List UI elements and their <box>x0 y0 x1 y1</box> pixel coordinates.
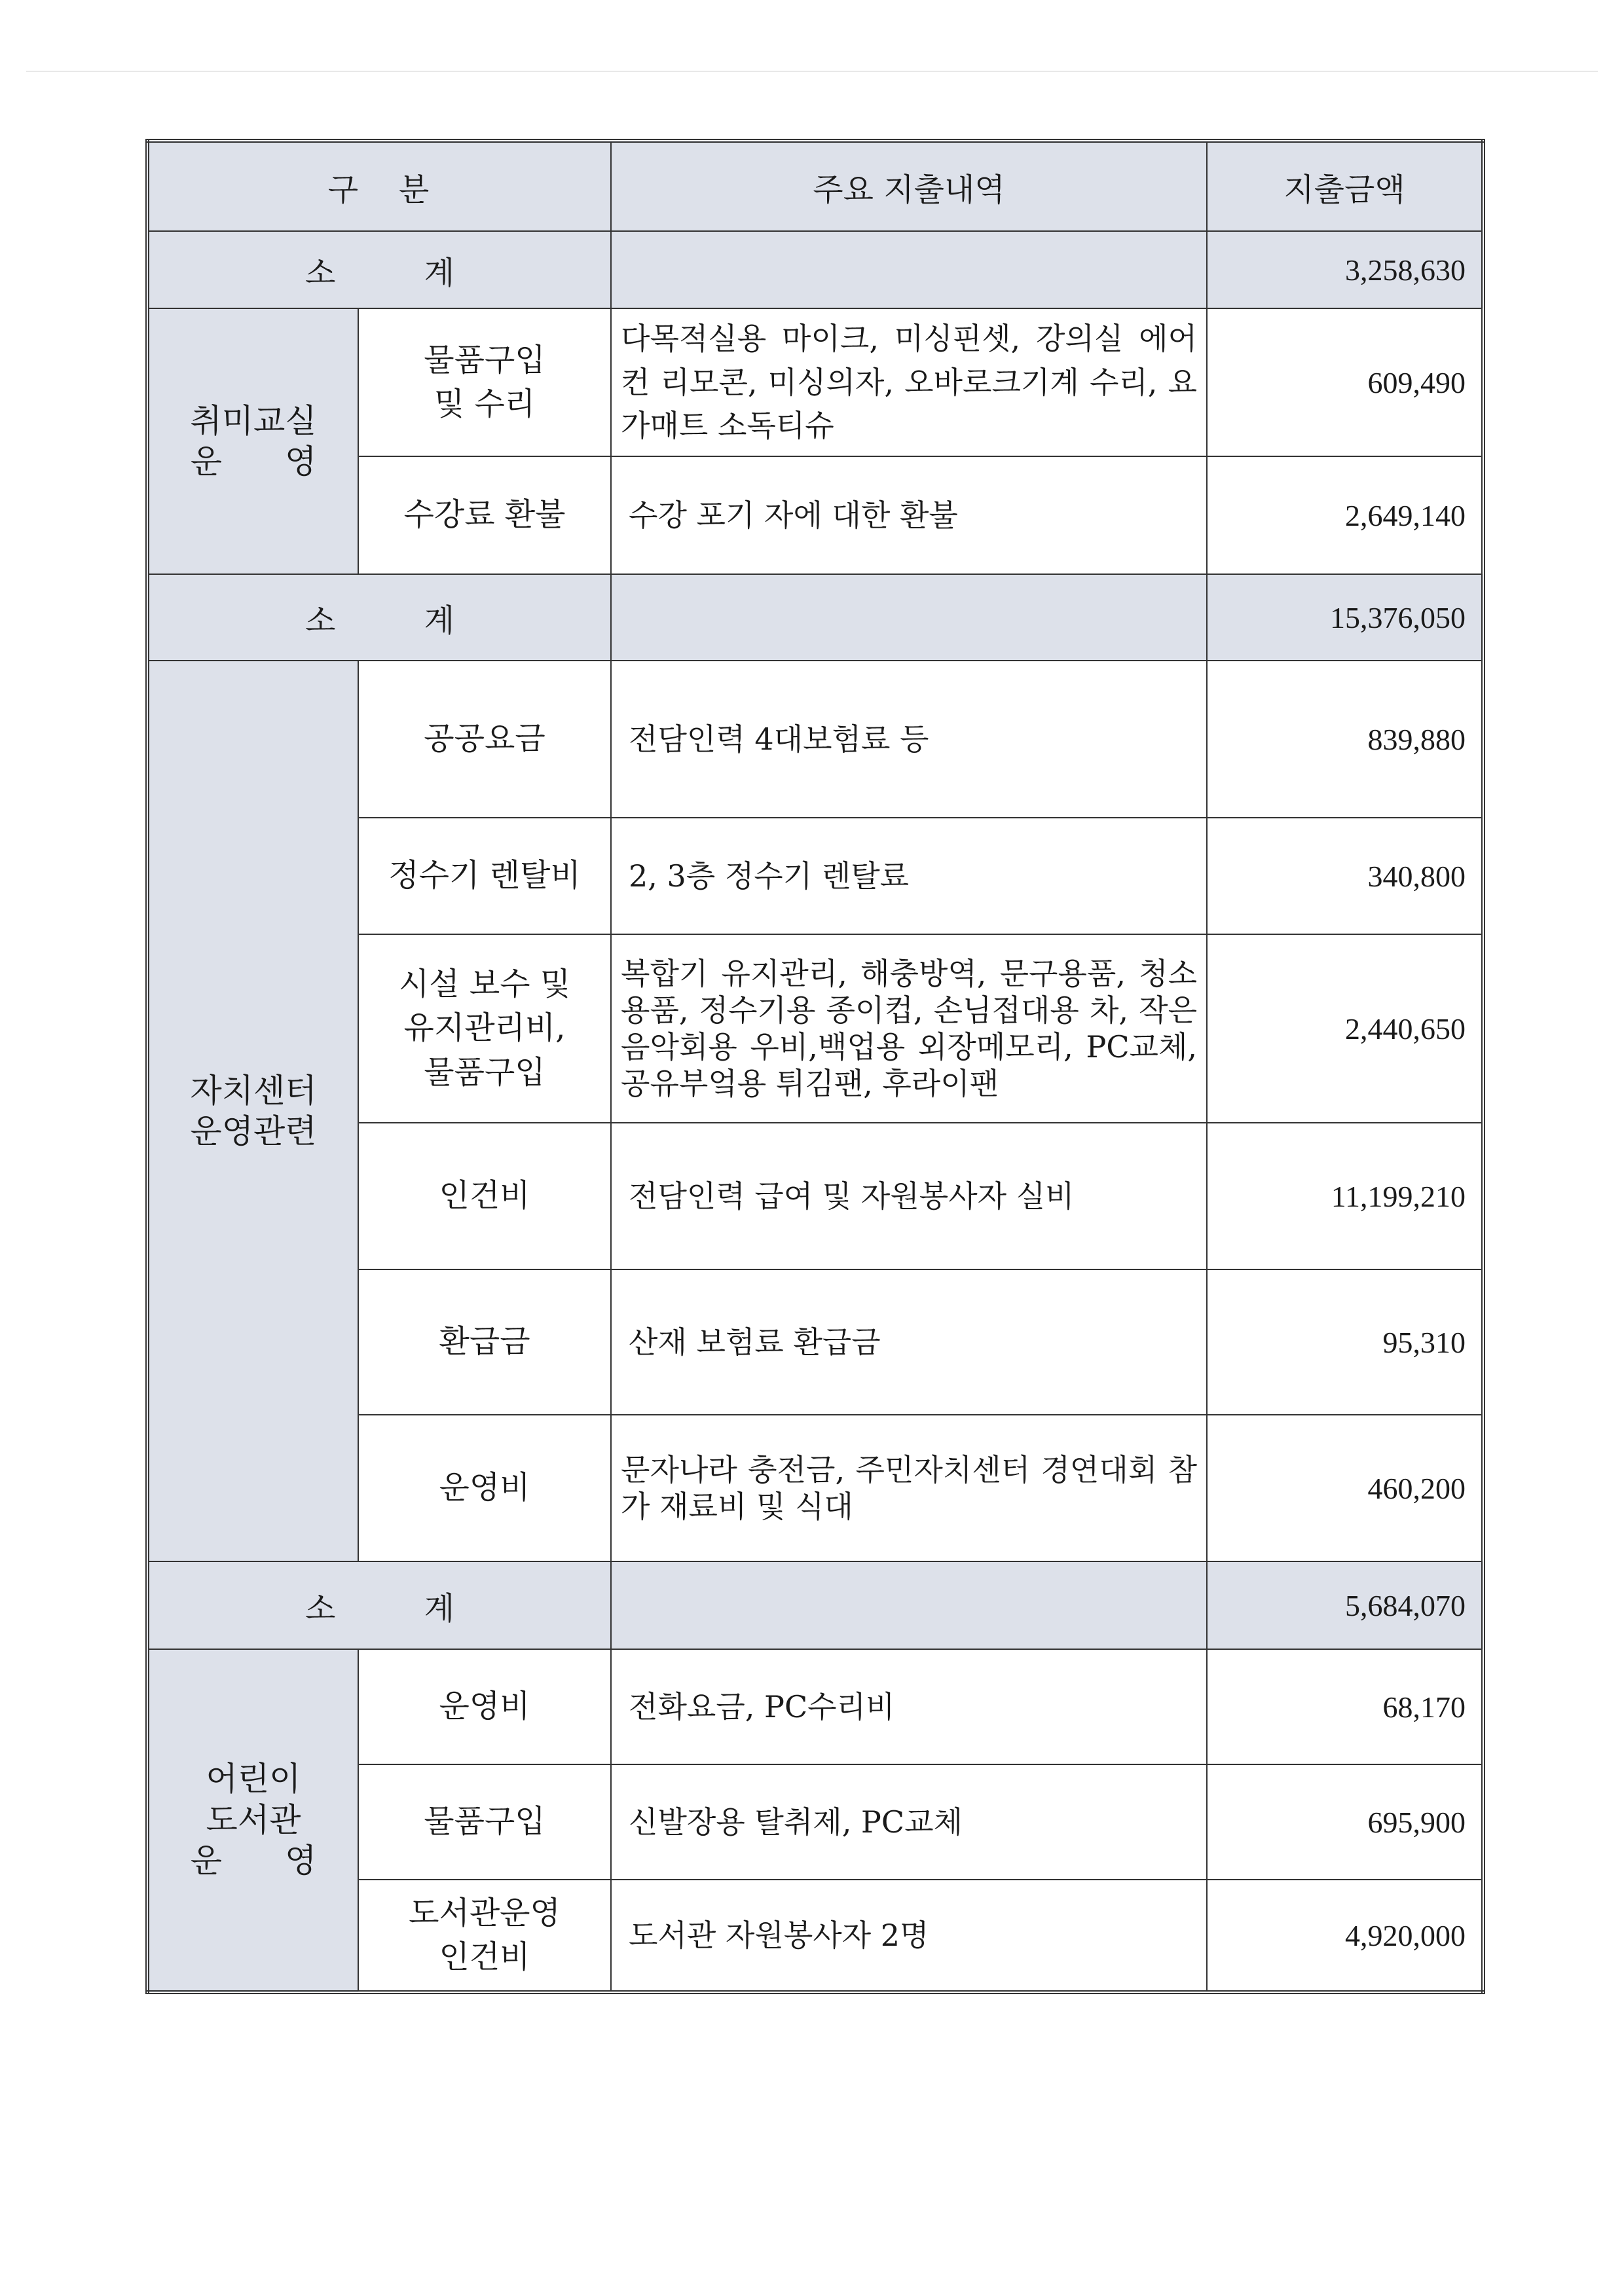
group-label-line: 자치센터 <box>190 1071 317 1110</box>
item-label: 인건비 <box>358 1123 611 1269</box>
subtotal-details-empty <box>611 574 1207 661</box>
subtotal-row-center <box>147 574 1483 661</box>
item-label: 수강료 환불 <box>358 456 611 574</box>
page-top-rule <box>26 71 1598 72</box>
subtotal-amount: 5,684,070 <box>1207 1561 1483 1649</box>
subtotal-details-empty <box>611 1561 1207 1649</box>
group-label-children-library <box>147 1649 358 1992</box>
details-text: 산재 보험료 환급금 <box>611 1269 1207 1415</box>
item-label: 운영비 <box>358 1649 611 1764</box>
group-label-line: 운 영 <box>190 1842 343 1880</box>
subtotal-row-hobby <box>147 231 1483 308</box>
item-label: 환급금 <box>358 1269 611 1415</box>
amount-value: 695,900 <box>1207 1764 1483 1880</box>
item-label: 시설 보수 및 유지관리비, 물품구입 <box>358 934 611 1123</box>
item-label: 물품구입 <box>358 1764 611 1880</box>
amount-value: 2,649,140 <box>1207 456 1483 574</box>
subtotal-label: 소 계 <box>147 231 611 308</box>
table-row <box>147 1649 1483 1764</box>
header-category: 구 분 <box>147 141 611 231</box>
amount-value: 609,490 <box>1207 308 1483 456</box>
details-text: 신발장용 탈취제, PC교체 <box>611 1764 1207 1880</box>
item-label: 물품구입 및 수리 <box>358 308 611 456</box>
group-label-line: 운 영 <box>190 443 343 481</box>
group-label-hobby-class <box>147 308 358 574</box>
header-details: 주요 지출내역 <box>611 141 1207 231</box>
amount-value: 839,880 <box>1207 661 1483 818</box>
details-text: 도서관 자원봉사자 2명 <box>611 1880 1207 1992</box>
details-text: 복합기 유지관리, 해충방역, 문구용품, 청소용품, 정수기용 종이컵, 손님접대용 차, 작은 음악회용 우비,백업용 외장메모리, PC교체, 공유부엌용 튀김팬, 후라이팬 <box>611 934 1207 1123</box>
details-text: 2, 3층 정수기 렌탈료 <box>611 818 1207 934</box>
expense-table <box>145 139 1485 1994</box>
subtotal-label: 소 계 <box>147 574 611 661</box>
item-label: 정수기 렌탈비 <box>358 818 611 934</box>
group-label-center-operation <box>147 661 358 1561</box>
amount-value: 68,170 <box>1207 1649 1483 1764</box>
subtotal-label: 소 계 <box>147 1561 611 1649</box>
amount-value: 95,310 <box>1207 1269 1483 1415</box>
amount-value: 460,200 <box>1207 1415 1483 1561</box>
group-label-line: 취미교실 <box>190 401 317 440</box>
details-text: 전담인력 급여 및 자원봉사자 실비 <box>611 1123 1207 1269</box>
group-label-line: 어린이 <box>206 1760 301 1798</box>
amount-value: 11,199,210 <box>1207 1123 1483 1269</box>
group-label-line: 운영관련 <box>190 1112 317 1150</box>
details-text: 전화요금, PC수리비 <box>611 1649 1207 1764</box>
expense-table-container <box>145 139 1481 1994</box>
subtotal-row-library <box>147 1561 1483 1649</box>
details-text: 문자나라 충전금, 주민자치센터 경연대회 참가 재료비 및 식대 <box>611 1415 1207 1561</box>
item-label: 공공요금 <box>358 661 611 818</box>
subtotal-details-empty <box>611 231 1207 308</box>
amount-value: 2,440,650 <box>1207 934 1483 1123</box>
details-text: 다목적실용 마이크, 미싱핀셋, 강의실 에어컨 리모콘, 미싱의자, 오바로크기계 수리, 요가매트 소독티슈 <box>611 308 1207 456</box>
subtotal-amount: 3,258,630 <box>1207 231 1483 308</box>
table-row <box>147 308 1483 456</box>
group-label-line: 도서관 <box>206 1800 301 1839</box>
subtotal-amount: 15,376,050 <box>1207 574 1483 661</box>
amount-value: 340,800 <box>1207 818 1483 934</box>
table-row <box>147 661 1483 818</box>
header-amount: 지출금액 <box>1207 141 1483 231</box>
amount-value: 4,920,000 <box>1207 1880 1483 1992</box>
item-label: 운영비 <box>358 1415 611 1561</box>
item-label: 도서관운영 인건비 <box>358 1880 611 1992</box>
table-header-row <box>147 141 1483 231</box>
details-text: 전담인력 4대보험료 등 <box>611 661 1207 818</box>
details-text: 수강 포기 자에 대한 환불 <box>611 456 1207 574</box>
